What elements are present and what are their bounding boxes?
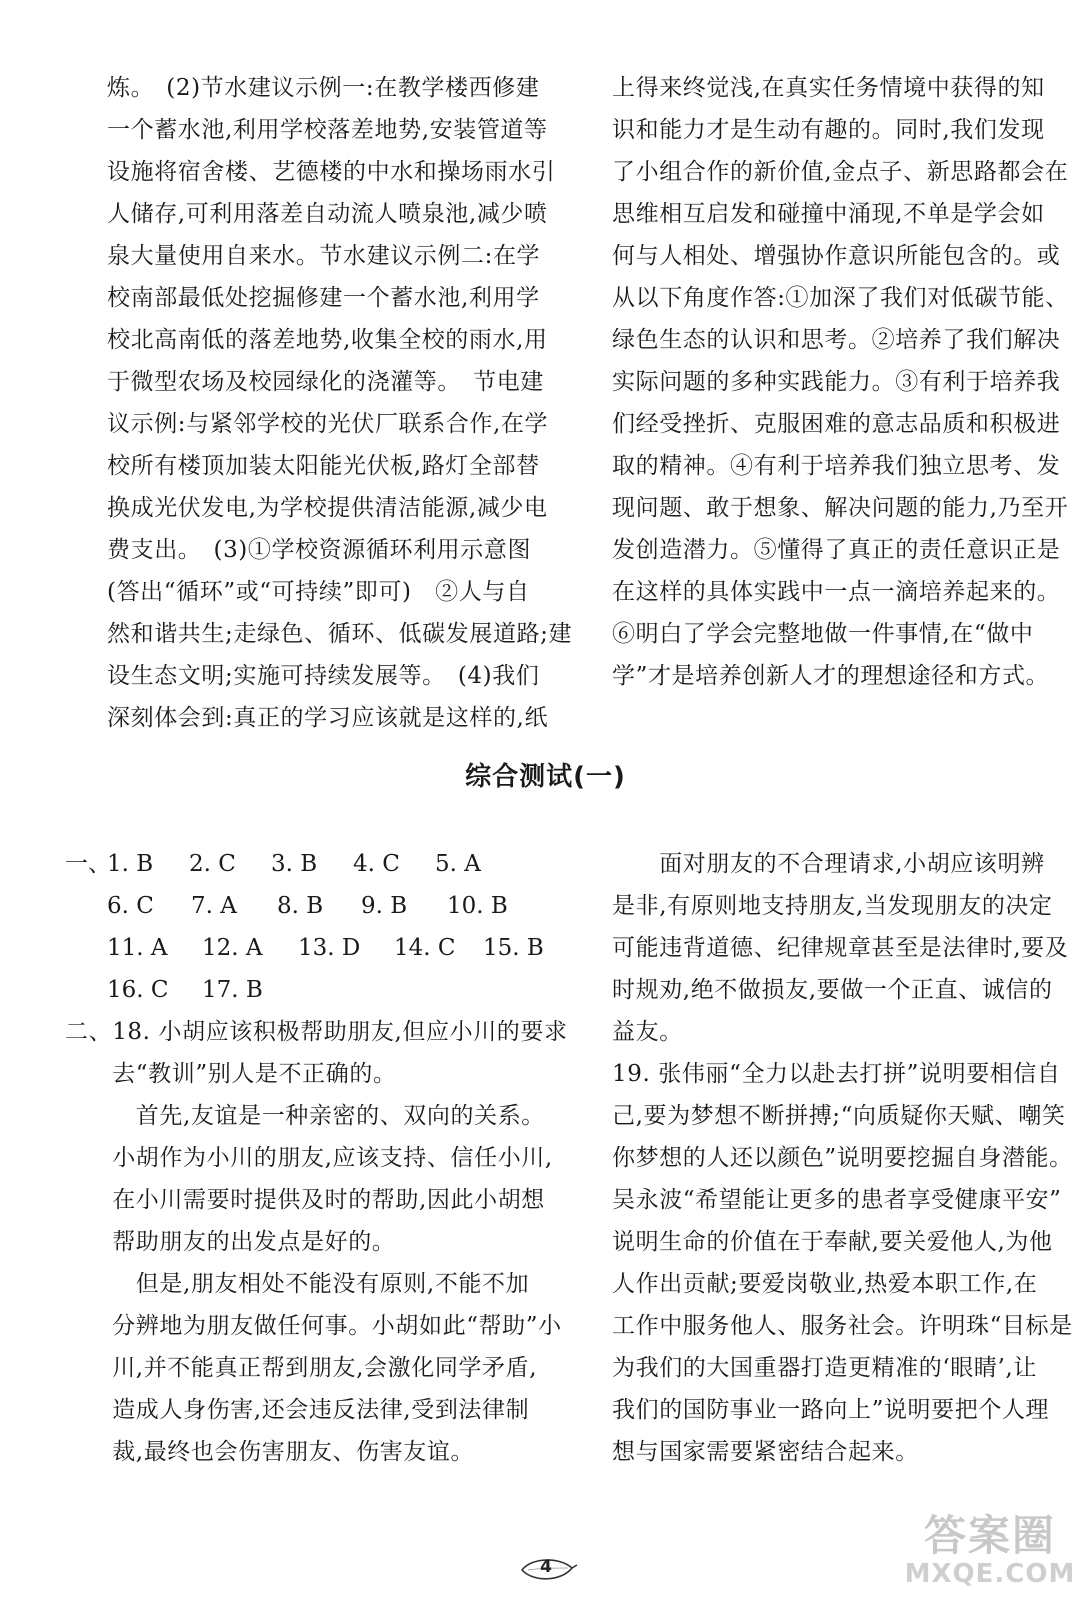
- answer-item: 17. B: [202, 977, 263, 1003]
- text-line: 换成光伏发电,为学校提供清洁能源,减少电: [107, 495, 548, 521]
- text-line: 二、18. 小胡应该积极帮助朋友,但应小川的要求: [65, 1019, 568, 1045]
- text-line: 时规劝,绝不做损友,要做一个正直、诚信的: [612, 977, 1053, 1003]
- text-line: 说明生命的价值在于奉献,要关爱他人,为他: [612, 1229, 1053, 1255]
- section-title: 综合测试(一): [465, 762, 626, 792]
- text-line: 从以下角度作答:①加深了我们对低碳节能、: [612, 285, 1069, 311]
- text-line: 益友。: [612, 1019, 683, 1045]
- text-line: ⑥明白了学会完整地做一件事情,在“做中: [612, 621, 1034, 647]
- page-number: 4: [540, 1557, 552, 1577]
- text-line: 人储存,可利用落差自动流人喷泉池,减少喷: [107, 201, 548, 227]
- text-line: 取的精神。④有利于培养我们独立思考、发: [612, 453, 1061, 479]
- text-line: 识和能力才是生动有趣的。同时,我们发现: [612, 117, 1045, 143]
- text-line: 在小川需要时提供及时的帮助,因此小胡想: [65, 1187, 545, 1213]
- text-line: 可能违背道德、纪律规章甚至是法律时,要及: [612, 935, 1069, 961]
- text-line: 校所有楼顶加装太阳能光伏板,路灯全部替: [107, 453, 540, 479]
- answer-item: 15. B: [483, 935, 544, 961]
- answer-item: 3. B: [271, 851, 318, 877]
- text-line: 何与人相处、增强协作意识所能包含的。或: [612, 243, 1061, 269]
- text-line: 于微型农场及校园绿化的浇灌等。 节电建: [107, 369, 544, 395]
- text-line: 费支出。 (3)①学校资源循环利用示意图: [107, 537, 532, 563]
- text-line: 帮助朋友的出发点是好的。: [65, 1229, 396, 1255]
- text-line: 校南部最低处挖掘修建一个蓄水池,利用学: [107, 285, 540, 311]
- page-number-badge: [518, 1555, 578, 1585]
- answer-item: 9. B: [361, 893, 408, 919]
- text-line: 裁,最终也会伤害朋友、伤害友谊。: [65, 1439, 475, 1465]
- section-prefix: 一、: [65, 851, 111, 877]
- text-line: 议示例:与紧邻学校的光伏厂联系合作,在学: [107, 411, 549, 437]
- answer-item: 10. B: [447, 893, 508, 919]
- text-line: 我们的国防事业一路向上”说明要把个人理: [612, 1397, 1050, 1423]
- text-line: 思维相互启发和碰撞中涌现,不单是学会如: [612, 201, 1045, 227]
- answer-item: 8. B: [277, 893, 324, 919]
- text-line: 工作中服务他人、服务社会。许明珠“目标是: [612, 1313, 1073, 1339]
- answer-item: 11. A: [107, 935, 168, 961]
- text-line: 为我们的大国重器打造更精准的‘眼睛’,让: [612, 1355, 1037, 1381]
- text-line: 绿色生态的认识和思考。②培养了我们解决: [612, 327, 1061, 353]
- text-line: 设施将宿舍楼、艺德楼的中水和操场雨水引: [107, 159, 556, 185]
- watermark: [900, 1503, 1080, 1598]
- text-line: 己,要为梦想不断拼搏;“向质疑你天赋、嘲笑: [612, 1103, 1066, 1129]
- text-line: 设生态文明;实施可持续发展等。 (4)我们: [107, 663, 540, 689]
- text-line: 现问题、敢于想象、解决问题的能力,乃至开: [612, 495, 1069, 521]
- watermark-url: MXQE.COM: [904, 1559, 1076, 1589]
- watermark-logo-text: 答案圈: [923, 1511, 1056, 1560]
- text-line: 小胡作为小川的朋友,应该支持、信任小川,: [65, 1145, 553, 1171]
- text-line: 19. 张伟丽“全力以赴去打拼”说明要相信自: [612, 1061, 1061, 1087]
- text-line: 想与国家需要紧密结合起来。: [612, 1439, 919, 1465]
- text-line: 然和谐共生;走绿色、循环、低碳发展道路;建: [107, 621, 573, 647]
- text-line: 去“教训”别人是不正确的。: [65, 1061, 397, 1087]
- text-line: 一个蓄水池,利用学校落差地势,安装管道等: [107, 117, 548, 143]
- text-line: 上得来终觉浅,在真实任务情境中获得的知: [612, 75, 1045, 101]
- text-line: 造成人身伤害,还会违反法律,受到法律制: [65, 1397, 530, 1423]
- answer-item: 1. B: [107, 851, 154, 877]
- answer-item: 14. C: [394, 935, 456, 961]
- text-line: (答出“循环”或“可持续”即可) ②人与自: [107, 579, 530, 605]
- text-line: 是非,有原则地支持朋友,当发现朋友的决定: [612, 893, 1053, 919]
- text-line: 们经受挫折、克服困难的意志品质和积极进: [612, 411, 1061, 437]
- text-line: 炼。 (2)节水建议示例一:在教学楼西修建: [107, 75, 540, 101]
- answer-item: 12. A: [202, 935, 263, 961]
- text-line: 校北高南低的落差地势,收集全校的雨水,用: [107, 327, 548, 353]
- text-line: 深刻体会到:真正的学习应该就是这样的,纸: [107, 705, 549, 731]
- text-line: 泉大量使用自来水。节水建议示例二:在学: [107, 243, 541, 269]
- text-line: 但是,朋友相处不能没有原则,不能不加: [65, 1271, 530, 1297]
- text-line: 人作出贡献;要爱岗敬业,热爱本职工作,在: [612, 1271, 1038, 1297]
- text-line: 分辨地为朋友做任何事。小胡如此“帮助”小: [65, 1313, 562, 1339]
- text-line: 你梦想的人还以颜色”说明要挖掘自身潜能。: [612, 1145, 1073, 1171]
- text-line: 吴永波“希望能让更多的患者享受健康平安”: [612, 1187, 1062, 1213]
- answer-item: 4. C: [353, 851, 400, 877]
- text-line: 首先,友谊是一种亲密的、双向的关系。: [65, 1103, 545, 1129]
- answer-item: 2. C: [189, 851, 236, 877]
- answer-item: 6. C: [107, 893, 154, 919]
- text-line: 在这样的具体实践中一点一滴培养起来的。: [612, 579, 1061, 605]
- text-line: 发创造潜力。⑤懂得了真正的责任意识正是: [612, 537, 1061, 563]
- text-line: 面对朋友的不合理请求,小胡应该明辨: [612, 851, 1045, 877]
- text-line: 川,并不能真正帮到朋友,会激化同学矛盾,: [65, 1355, 538, 1381]
- answer-item: 7. A: [191, 893, 237, 919]
- answer-item: 5. A: [435, 851, 481, 877]
- text-line: 实际问题的多种实践能力。③有利于培养我: [612, 369, 1061, 395]
- answer-item: 16. C: [107, 977, 169, 1003]
- answer-item: 13. D: [298, 935, 361, 961]
- text-line: 学”才是培养创新人才的理想途径和方式。: [612, 663, 1050, 689]
- text-line: 了小组合作的新价值,金点子、新思路都会在: [612, 159, 1069, 185]
